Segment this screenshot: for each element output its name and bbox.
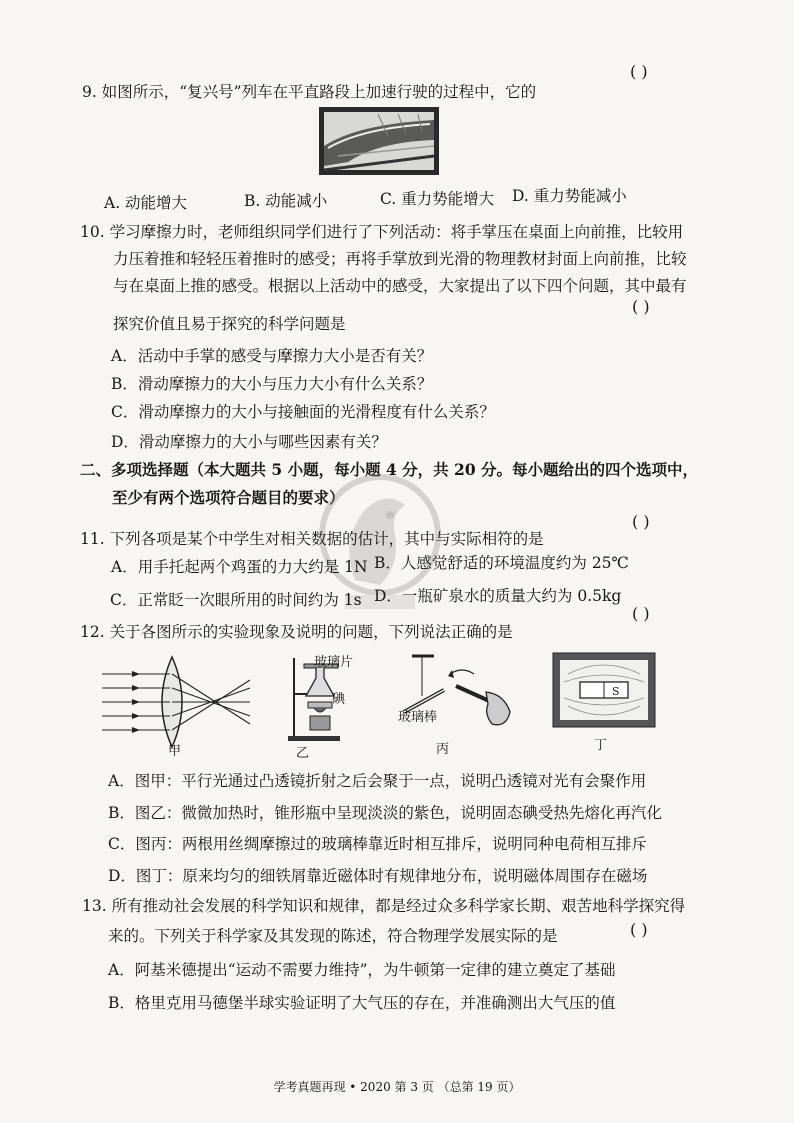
figure-magnet-iron-filings [552, 652, 656, 728]
section2-heading: 二、多项选择题（本大题共 5 小题，每小题 4 分，共 20 分。每小题给出的四个选项中， [80, 460, 699, 479]
page-footer: 学考真题再现 • 2020 第 3 页 （总第 19 页） [273, 1080, 521, 1094]
section2-subheading: 至少有两个选项符合题目的要求） [112, 488, 345, 507]
q13-option-a: A．阿基米德提出“运动不需要力维持”，为牛顿第一定律的建立奠定了基础 [108, 961, 616, 979]
q12-option-d: D．图丁：原来均匀的细铁屑靠近磁体时有规律地分布，说明磁体周围存在磁场 [108, 867, 648, 885]
figure-glass-rods [400, 652, 520, 742]
q10-option-c: C．滑动摩擦力的大小与接触面的光滑程度有什么关系？ [111, 403, 495, 421]
q12-option-a: A．图甲：平行光通过凸透镜折射之后会聚于一点，说明凸透镜对光有会聚作用 [108, 772, 647, 790]
caption-bing: 丙 [436, 742, 450, 757]
q9-stem: 9. 如图所示，“复兴号”列车在平直路段上加速行驶的过程中，它的 [82, 83, 537, 101]
q11-stem: 11. 下列各项是某个中学生对相关数据的估计，其中与实际相符的是 [80, 530, 544, 548]
q9-option-d: D. 重力势能减小 [512, 187, 627, 205]
q12-stem: 12. 关于各图所示的实验现象及说明的问题，下列说法正确的是 [80, 623, 513, 641]
caption-ding: 丁 [594, 738, 608, 753]
q10-line-4: 探究价值且易于探究的科学问题是 [113, 315, 346, 333]
q11-option-b: B．人感觉舒适的环境温度约为 25℃ [374, 554, 629, 572]
figure-convex-lens [100, 652, 260, 752]
q10-line-1: 10. 学习摩擦力时，老师组织同学们进行了下列活动：将手掌压在桌面上向前推，比较用 [80, 223, 684, 241]
q11-option-a: A．用手托起两个鸡蛋的力大约是 1N [111, 558, 368, 576]
q13-option-b: B．格里克用马德堡半球实验证明了大气压的存在，并准确测出大气压的值 [108, 994, 616, 1012]
q13-line-1: 13. 所有推动社会发展的科学知识和规律，都是经过众多科学家长期、艰苦地科学探究得 [82, 897, 686, 915]
magnet-label-s: S [612, 685, 620, 698]
q10-option-a: A．活动中手掌的感受与摩擦力大小是否有关？ [111, 347, 433, 365]
q10-option-b: B．滑动摩擦力的大小与压力大小有什么关系？ [111, 375, 433, 393]
q9-option-a: A. 动能增大 [104, 194, 188, 212]
caption-jia: 甲 [168, 744, 182, 759]
q13-line-2: 来的。下列关于科学家及其发现的陈述，符合物理学发展实际的是 [108, 927, 558, 945]
label-glass-sheet: 玻璃片 [314, 655, 354, 670]
q10-bracket: ( ) [632, 297, 650, 316]
q10-line-3: 与在桌面上推的感受。根据以上活动中的感受，大家提出了以下四个问题，其中最有 [113, 277, 687, 295]
q11-option-c: C．正常眨一次眼所用的时间约为 1s [110, 591, 362, 609]
caption-yi: 乙 [296, 746, 310, 761]
q9-option-c: C. 重力势能增大 [380, 190, 495, 208]
q12-option-c: C．图丙：两根用丝绸摩擦过的玻璃棒靠近时相互排斥，说明同种电荷相互排斥 [108, 835, 647, 853]
label-iodine: 碘 [332, 692, 346, 707]
label-glass-rod: 玻璃棒 [398, 710, 438, 725]
q10-line-2: 力压着推和轻轻压着推时的感受；再将手掌放到光滑的物理教材封面上向前推，比较 [113, 250, 687, 268]
q10-option-d: D．滑动摩擦力的大小与哪些因素有关？ [111, 433, 387, 451]
q9-bracket: ( ) [630, 62, 648, 81]
q12-bracket: ( ) [632, 604, 650, 623]
q11-bracket: ( ) [632, 512, 650, 531]
q12-option-b: B．图乙：微微加热时，锥形瓶中呈现淡淡的紫色，说明固态碘受热先熔化再汽化 [108, 804, 662, 822]
q11-option-d: D．一瓶矿泉水的质量大约为 0.5kg [374, 587, 622, 605]
train-image [318, 106, 440, 176]
q9-option-b: B. 动能减小 [244, 192, 328, 210]
q13-bracket: ( ) [630, 920, 648, 939]
